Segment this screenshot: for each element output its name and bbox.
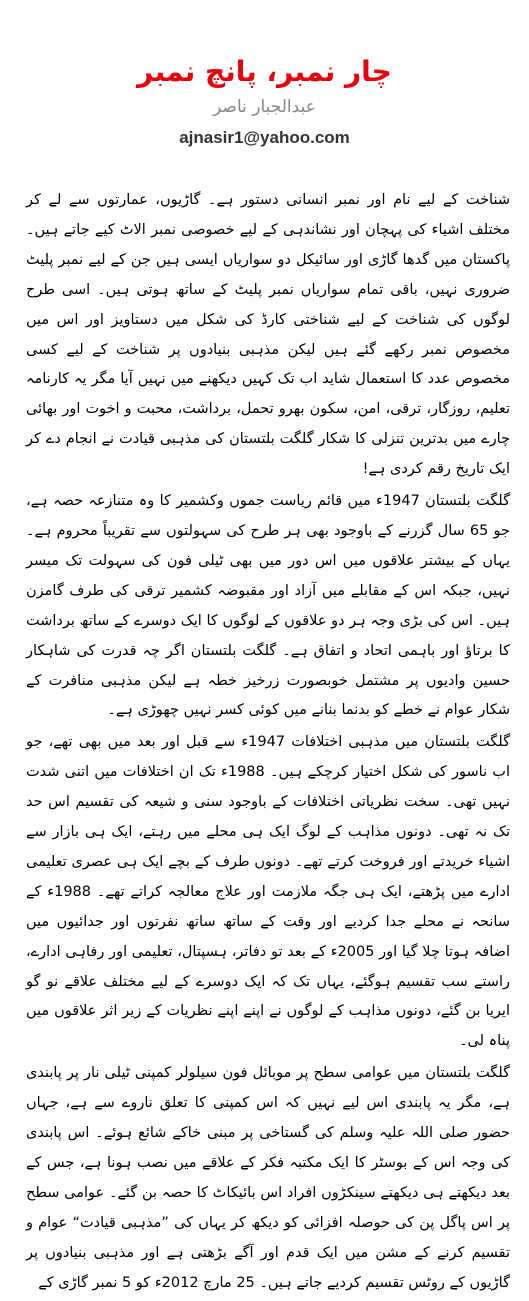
author-email: ajnasir1@yahoo.com [179,128,350,147]
article-paragraph-1: شناخت کے لیے نام اور نمبر انسانی دستور ہے۔ گاڑیوں، عمارتوں سے لے کر مختلف اشیاء کی پہچان اور نشاندہی کے لیے خصوصی نمبر الاٹ کیے جاتے ہیں۔ پاکستان میں گدھا گاڑی اور سائیکل دو سواریاں ایسی ہیں جن کے لیے نمبر پلیٹ ضروری نہیں، باقی تمام سواریاں نمبر پلیٹ کے ساتھ ہوتی ہیں۔ اسی طرح لوگوں کی شناخت کے لیے شناختی کارڈ کی شکل میں دستاویز اور اس میں مخصوص نمبر رکھے گئے ہیں لیکن مذہبی بنیادوں پر شناخت کے لیے کسی مخصوص عدد کا استعمال شاید اب تک کہیں دیکھنے میں نہیں آیا مگر یہ کارنامہ تعلیم، روزگار، ترقی، امن، سکون بھرو تحمل، برداشت، محبت و اخوت اور بھائی چارے میں بدترین تنزلی کا شکار گلگت بلتستان کی مذہبی قیادت نے انجام دے کر ایک تاریخ رقم کردی ہے! [26,192,510,478]
article-paragraph-3: گلگت بلتستان میں مذہبی اختلافات 1947ء سے قبل اور بعد میں بھی تھے، جو اب ناسور کی شکل اختیار کرچکے ہیں۔ 1988ء تک ان اختلافات میں اتنی شدت نہیں تھی۔ سخت نظریاتی اختلافات کے باوجود سنی و شیعہ کی تقسیم اس حد تک نہ تھی۔ دونوں مذاہب کے لوگ ایک ہی محلے میں رہتے، ایک ہی بازار سے اشیاء خریدتے اور فروخت کرتے تھے۔ دونوں طرف کے بچے ایک ہی عصری تعلیمی ادارے میں پڑھتے، ایک ہی جگہ ملازمت اور علاج معالجہ کراتے تھے۔ 1988ء کے سانحہ نے محلے جدا کردیے اور وقت کے ساتھ ساتھ نفرتوں اور جدائیوں میں اضافہ ہوتا چلا گیا اور 2005ء کے بعد تو دفاتر، ہسپتال، تعلیمی اور رفاہی ادارے، راستے سب تقسیم ہوگئے، یہاں تک کہ ایک دوسرے کے لیے مختلف علاقے نو گو ایریا بن گئے، دونوں مذاہب کے لوگوں نے اپنے اپنے نظریات کے زیر اثر علاقوں میں پناہ لی۔ [26,734,510,1050]
article-paragraph-4: گلگت بلتستان میں عوامی سطح پر موبائل فون سیلولر کمپنی ٹیلی نار پر پابندی ہے، مگر یہ پابندی اس لیے نہیں کہ اس کمپنی کا تعلق ناروے سے ہے، جہاں حضور صلی اللہ علیہ وسلم کی گستاخی پر مبنی خاکے شائع ہوئے۔ اس پابندی کی وجہ اس کے بوسٹر کا ایک مکتبہ فکر کے علاقے میں نصب ہونا ہے، جس کے بعد دیکھتے ہی دیکھتے سینکڑوں افراد اس بائیکاٹ کا حصہ بن گئے۔ عوامی سطح پر اس پاگل پن کی حوصلہ افزائی کو دیکھ کر یہاں کی ”مذہبی قیادت“ عوام و تقسیم کرنے کے مشن میں ایک قدم اور آگے بڑھتی ہے اور مذہبی بنیادوں پر گاڑیوں کے روٹس تقسیم کردیے جاتے ہیں۔ 25 مارچ 2012ء کو 5 نمبر گاڑی کے [26,1065,510,1291]
article-paragraph-2: گلگت بلتستان 1947ء میں قائم ریاست جموں وکشمیر کا وہ متنازعہ حصہ ہے، جو 65 سال گزرنے کے باوجود بھی ہر طرح کی سہولتوں سے تقریباً محروم ہے۔ یہاں کے بیشتر علاقوں میں اس دور میں بھی ٹیلی فون کی سہولت تک میسر نہیں، جبکہ اس کے مقابلے میں آزاد اور مقبوضہ کشمیر ترقی کی طرف گامزن ہیں۔ اس کی بڑی وجہ ہر دو علاقوں کے لوگوں کا ایک دوسرے کے ساتھ برداشت کا برتاؤ اور باہمی اتحاد و اتفاق ہے۔ گلگت بلتستان اگر چہ قدرت کی شاہکار حسین وادیوں پر مشتمل خوبصورت زرخیز خطہ ہے لیکن مذہبی منافرت کے شکار عوام نے خطے کو بدنما بنانے میں کوئی کسر نہیں چھوڑی ہے۔ [26,493,510,719]
article-title: چار نمبر، پانچ نمبر [137,55,392,88]
article-body [26,186,510,1301]
article-header [0,0,529,150]
author-name: عبدالجبار ناصر [213,97,316,117]
